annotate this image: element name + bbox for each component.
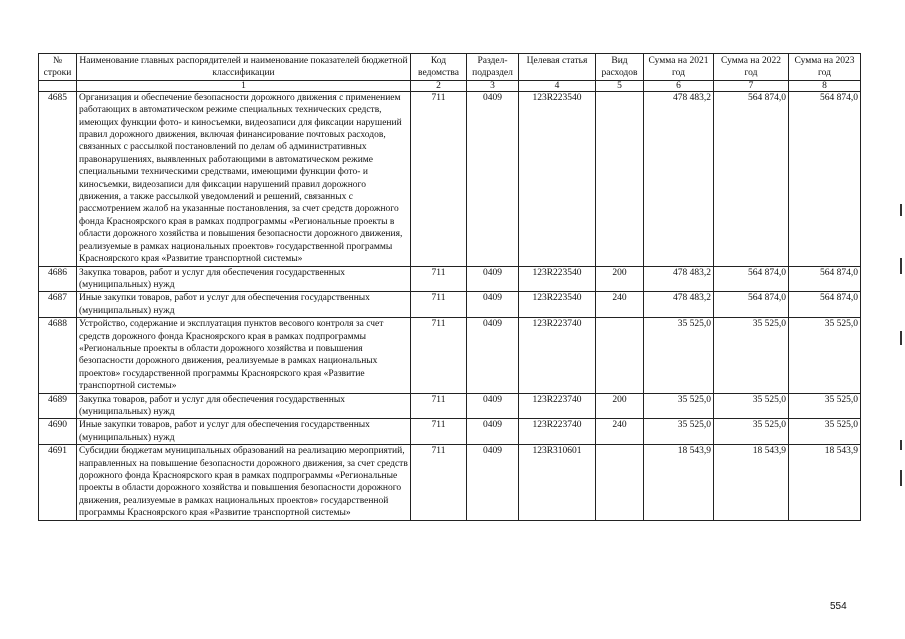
row-target-article: 123R223540 — [519, 266, 596, 292]
row-expense-type: 200 — [596, 266, 644, 292]
row-expense-type: 200 — [596, 393, 644, 419]
header-name: Наименование главных распорядителей и наименование показателей бюджетной классификации — [77, 54, 411, 81]
scan-edge-mark — [900, 440, 902, 450]
row-department-code: 711 — [411, 318, 467, 393]
row-name: Устройство, содержание и эксплуатация пунктов весового контроля за счет средств дорожного фонда Красноярского края в рамках подпрограммы «Региональные проекты в области дорожного хозяйства и повышения безопасности дорожного движения, реализуемые в рамках национальных проектов» государственной программы Красноярского края «Развитие транспортной системы» — [77, 318, 411, 393]
row-department-code: 711 — [411, 266, 467, 292]
row-sum-2021: 478 483,2 — [644, 91, 714, 266]
row-section: 0409 — [467, 292, 519, 318]
row-department-code: 711 — [411, 445, 467, 520]
row-sum-2021: 35 525,0 — [644, 318, 714, 393]
budget-table-sheet — [38, 53, 860, 521]
row-expense-type — [596, 318, 644, 393]
row-name: Иные закупки товаров, работ и услуг для обеспечения государственных (муниципальных) нужд — [77, 292, 411, 318]
table-row — [39, 393, 861, 419]
row-expense-type — [596, 445, 644, 520]
column-number: 1 — [77, 80, 411, 91]
table-row — [39, 91, 861, 266]
header-expense-type: Вид расходов — [596, 54, 644, 81]
row-department-code: 711 — [411, 419, 467, 445]
row-target-article: 123R223740 — [519, 419, 596, 445]
row-sum-2021: 18 543,9 — [644, 445, 714, 520]
column-number: 2 — [411, 80, 467, 91]
header-sum-2023: Сумма на 2023 год — [789, 54, 861, 81]
row-target-article: 123R223540 — [519, 91, 596, 266]
header-row-number: № строки — [39, 54, 77, 81]
header-row — [39, 54, 861, 81]
row-number: 4687 — [39, 292, 77, 318]
row-section: 0409 — [467, 393, 519, 419]
row-sum-2021: 35 525,0 — [644, 393, 714, 419]
row-number: 4685 — [39, 91, 77, 266]
header-sum-2022: Сумма на 2022 год — [714, 54, 789, 81]
table-row — [39, 445, 861, 520]
row-sum-2021: 478 483,2 — [644, 292, 714, 318]
column-number: 5 — [596, 80, 644, 91]
header-sum-2021: Сумма на 2021 год — [644, 54, 714, 81]
row-sum-2023: 564 874,0 — [789, 266, 861, 292]
column-number — [39, 80, 77, 91]
row-name: Закупка товаров, работ и услуг для обеспечения государственных (муниципальных) нужд — [77, 266, 411, 292]
row-sum-2022: 35 525,0 — [714, 419, 789, 445]
header-section: Раздел-подраздел — [467, 54, 519, 81]
row-sum-2022: 35 525,0 — [714, 318, 789, 393]
column-number: 3 — [467, 80, 519, 91]
budget-table — [38, 53, 861, 521]
row-section: 0409 — [467, 419, 519, 445]
row-number: 4689 — [39, 393, 77, 419]
row-sum-2022: 564 874,0 — [714, 91, 789, 266]
column-number: 4 — [519, 80, 596, 91]
row-sum-2023: 35 525,0 — [789, 393, 861, 419]
header-target-article: Целевая статья — [519, 54, 596, 81]
row-sum-2023: 564 874,0 — [789, 292, 861, 318]
row-sum-2023: 564 874,0 — [789, 91, 861, 266]
scan-edge-mark — [900, 470, 902, 486]
row-name: Субсидии бюджетам муниципальных образований на реализацию мероприятий, направленных на повышение безопасности дорожного движения, за счет средств дорожного фонда Красноярского края в рамках подпрограммы «Региональные проекты в области дорожного хозяйства и повышения безопасности дорожного движения, реализуемые в рамках национальных проектов» государственной программы Красноярского края «Развитие транспортной системы» — [77, 445, 411, 520]
row-number: 4690 — [39, 419, 77, 445]
table-row — [39, 266, 861, 292]
header-department-code: Код ведомства — [411, 54, 467, 81]
row-target-article: 123R223740 — [519, 318, 596, 393]
row-section: 0409 — [467, 445, 519, 520]
row-name: Закупка товаров, работ и услуг для обеспечения государственных (муниципальных) нужд — [77, 393, 411, 419]
column-number: 7 — [714, 80, 789, 91]
row-number: 4688 — [39, 318, 77, 393]
row-number: 4691 — [39, 445, 77, 520]
row-target-article: 123R310601 — [519, 445, 596, 520]
row-expense-type — [596, 91, 644, 266]
row-sum-2023: 18 543,9 — [789, 445, 861, 520]
table-row — [39, 318, 861, 393]
column-number: 6 — [644, 80, 714, 91]
table-row — [39, 292, 861, 318]
row-sum-2023: 35 525,0 — [789, 318, 861, 393]
row-sum-2022: 564 874,0 — [714, 292, 789, 318]
row-target-article: 123R223740 — [519, 393, 596, 419]
row-department-code: 711 — [411, 91, 467, 266]
column-number: 8 — [789, 80, 861, 91]
row-expense-type: 240 — [596, 419, 644, 445]
row-sum-2022: 35 525,0 — [714, 393, 789, 419]
row-target-article: 123R223540 — [519, 292, 596, 318]
page-number: 554 — [830, 601, 847, 612]
row-department-code: 711 — [411, 292, 467, 318]
row-number: 4686 — [39, 266, 77, 292]
row-sum-2022: 564 874,0 — [714, 266, 789, 292]
row-expense-type: 240 — [596, 292, 644, 318]
scan-edge-mark — [900, 258, 902, 274]
row-name: Иные закупки товаров, работ и услуг для обеспечения государственных (муниципальных) нужд — [77, 419, 411, 445]
row-sum-2021: 35 525,0 — [644, 419, 714, 445]
row-name: Организация и обеспечение безопасности дорожного движения с применением работающих в автоматическом режиме специальных технических средств, имеющих функции фото- и киносъемки, видеозаписи для фиксации нарушений правил дорожного движения, включая финансирование почтовых расходов, связанных с рассылкой постановлений по делам об административных правонарушениях, выявленных работающими в автоматическом режиме специальными техническими средствами, имеющими функции фото- и киносъемки, видеозаписи для фиксации нарушений правил дорожного движения, а также рассылкой уведомлений и решений, связанных с рассмотрением жалоб на указанные постановления, за счет средств дорожного фонда Красноярского края в рамках подпрограммы «Региональные проекты в области дорожного хозяйства и повышения безопасности дорожного движения, реализуемые в рамках национальных проектов» государственной программы Красноярского края «Развитие транспортной системы» — [77, 91, 411, 266]
row-section: 0409 — [467, 318, 519, 393]
row-department-code: 711 — [411, 393, 467, 419]
row-sum-2022: 18 543,9 — [714, 445, 789, 520]
scan-edge-mark — [900, 331, 902, 345]
row-section: 0409 — [467, 266, 519, 292]
row-section: 0409 — [467, 91, 519, 266]
table-row — [39, 419, 861, 445]
row-sum-2023: 35 525,0 — [789, 419, 861, 445]
scan-edge-mark — [900, 204, 902, 216]
column-numbers-row — [39, 80, 861, 91]
row-sum-2021: 478 483,2 — [644, 266, 714, 292]
